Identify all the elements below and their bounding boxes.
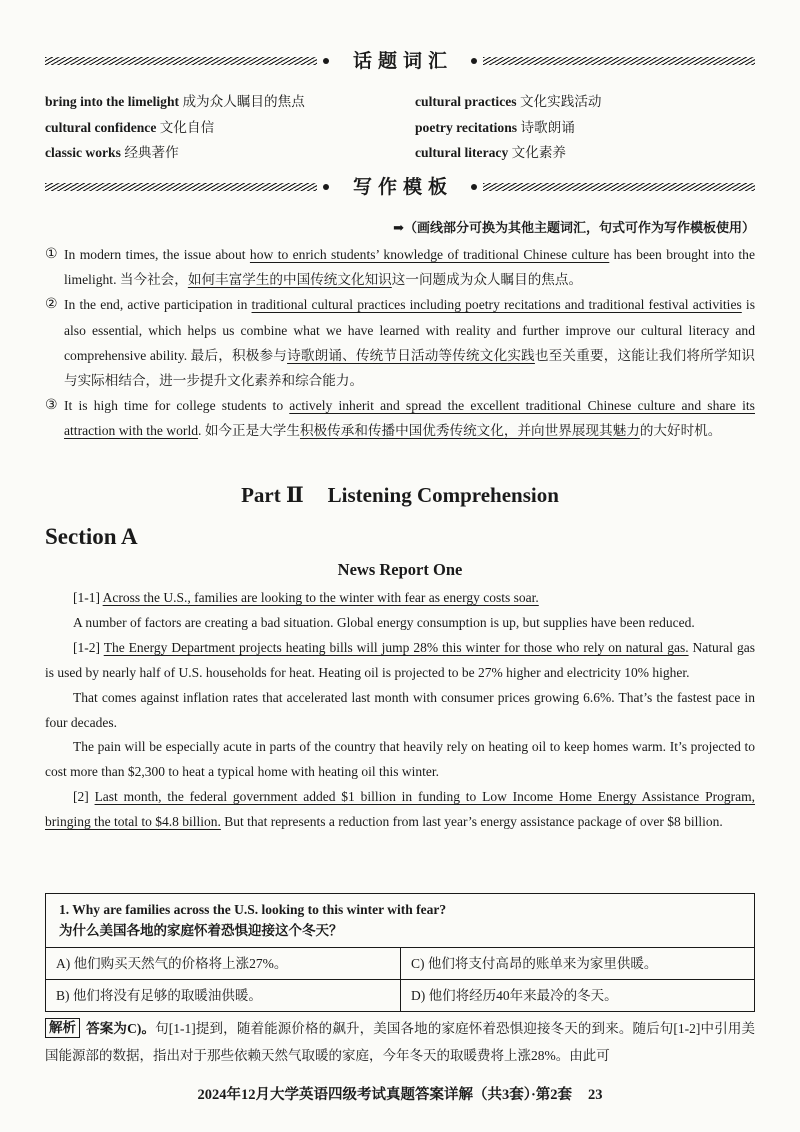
option-text: 他们将支付高昂的账单来为家里供暖。 [427, 956, 658, 971]
vocab-term-zh: 成为众人瞩目的焦点 [182, 94, 305, 109]
passage-paragraph [45, 686, 755, 736]
vocab-term-zh: 经典著作 [124, 145, 179, 160]
passage-paragraph [45, 785, 755, 835]
option-letter: A) [56, 956, 71, 971]
page-number: 23 [588, 1087, 603, 1103]
text-segment: . 如今正是大学生 [198, 423, 300, 439]
template-text [64, 398, 755, 438]
explanation-tag: 解析 [45, 1018, 80, 1038]
hatch-rule-left [45, 57, 317, 65]
underlined-text: Last month, the federal government added $1 billion in funding to Low Income Home Energy Assistance Program, bringing the total to $4.8 billion. [45, 789, 755, 830]
vocab-item [415, 140, 755, 166]
passage-paragraph [45, 636, 755, 686]
hatch-rule-left [45, 183, 317, 191]
bullet-dot [323, 58, 329, 64]
option-text: 他们将经历40年来最冷的冬天。 [428, 988, 618, 1003]
option-d [400, 980, 754, 1011]
banner-title: 话题词汇 [353, 50, 454, 72]
template-number: ③ [45, 397, 58, 414]
options-row [46, 979, 754, 1011]
underlined-text: actively inherit and spread the excellent traditional Chinese culture and share its attraction with the world [64, 398, 755, 439]
vocab-column-right [415, 89, 755, 166]
footer-title: 2024年12月大学英语四级考试真题答案详解（共3套）·第2套 [197, 1087, 573, 1103]
text-segment: That comes against inflation rates that accelerated last month with consumer prices growing 6.6%. That’s the fastest pace in four decades. [45, 689, 755, 730]
underlined-text: The Energy Department projects heating bills will jump 28% this winter for those who rely on natural gas. [103, 639, 689, 655]
text-segment: 这一问题成为众人瞩目的焦点。 [391, 272, 583, 288]
explanation-answer: 答案为C)。 [86, 1021, 156, 1036]
part-name: Listening Comprehension [327, 483, 559, 507]
bullet-dot [471, 58, 477, 64]
option-text: 他们购买天然气的价格将上涨27%。 [73, 956, 288, 971]
part-label: Part Ⅱ [241, 483, 304, 507]
news-report-title: News Report One [337, 560, 463, 579]
underlined-text: 如何丰富学生的中国传统文化知识 [187, 272, 392, 288]
vocab-term-en: cultural practices [415, 94, 517, 109]
underlined-text: traditional cultural practices including poetry recitations and traditional festival activities [251, 297, 742, 313]
news-report-passage [45, 586, 755, 835]
vocab-term-en: cultural literacy [415, 145, 509, 160]
vocab-item [45, 140, 415, 166]
option-letter: B) [56, 988, 70, 1003]
passage-paragraph [45, 735, 755, 785]
template-sentence [45, 242, 755, 292]
text-segment: has been brought into the limelight. 当今社会， [64, 247, 755, 288]
question-header [46, 894, 754, 948]
template-usage-note: ➡（画线部分可换为其他主题词汇，句式可作为写作模板使用） [393, 220, 755, 235]
vocab-item [415, 89, 755, 115]
underlined-text: 积极传承和传播中国优秀传统文化，并向世界展现其魅力 [299, 423, 640, 439]
vocab-term-zh: 文化自信 [159, 119, 215, 135]
passage-paragraph [45, 586, 755, 611]
bullet-dot [323, 184, 329, 190]
topic-vocab-list [45, 89, 755, 166]
vocab-term-zh: 文化实践活动 [519, 94, 602, 109]
writing-template-banner [45, 174, 755, 200]
text-segment: [1-2] [73, 639, 104, 655]
vocab-term-zh: 诗歌朗诵 [520, 119, 575, 135]
vocab-term-zh: 文化素养 [511, 145, 567, 160]
bullet-dot [471, 184, 477, 190]
text-segment: [1-1] [73, 590, 103, 605]
writing-template-list [45, 242, 755, 444]
option-text: 他们将没有足够的取暖油供暖。 [72, 988, 262, 1003]
text-segment: 的大好时机。 [639, 423, 722, 439]
template-text [64, 297, 755, 388]
question-text-zh: 为什么美国各地的家庭怀着恐惧迎接这个冬天？ [59, 923, 343, 938]
option-letter: C) [411, 956, 425, 971]
underlined-text: how to enrich students’ knowledge of traditional Chinese culture [249, 247, 610, 262]
hatch-rule-right [483, 183, 755, 191]
passage-paragraph [45, 611, 755, 636]
option-letter: D) [411, 988, 426, 1003]
topic-vocab-banner [45, 48, 755, 74]
vocab-item [415, 115, 755, 141]
vocab-term-en: cultural confidence [45, 119, 157, 135]
part-title [45, 480, 755, 510]
underlined-text: 诗歌朗诵、传统节日活动等传统文化实践 [287, 347, 535, 363]
text-segment: is also essential, which helps us combine what we have learned with reality and further improve our cultural literacy and comprehensive ability. 最后，积极参与 [64, 297, 755, 363]
options-row [46, 948, 754, 979]
text-segment: In modern times, the issue about [64, 247, 250, 262]
option-c [400, 948, 754, 979]
vocab-item [45, 115, 415, 141]
template-number: ① [45, 246, 58, 262]
explanation-text: 句[1-1]提到，随着能源价格的飙升，美国各地的家庭怀着恐惧迎接冬天的到来。随后句[1-2]中引用美国能源部的数据，指出对于那些依赖天然气取暖的家庭，今年冬天的取暖费将上涨28%。由此可 [45, 1021, 755, 1063]
vocab-term-en: bring into the limelight [45, 94, 180, 109]
vocab-column-left [45, 89, 415, 166]
section-title: Section A [45, 524, 138, 549]
template-sentence [45, 393, 755, 443]
text-segment: The pain will be especially acute in parts of the country that heavily rely on heating oil to keep homes warm. It’s projected to cost more than $2,300 to heat a typical home with heating oil this winter. [45, 739, 755, 780]
template-number: ② [45, 296, 58, 313]
question-box [45, 893, 755, 1012]
text-segment: In the end, active participation in [64, 297, 252, 313]
question-text-en: 1. Why are families across the U.S. looking to this winter with fear? [59, 902, 447, 917]
page-footer [45, 1083, 755, 1107]
text-segment: 也至关重要，这能让我们将所学知识与实际相结合，进一步提升文化素养和综合能力。 [64, 347, 756, 389]
text-segment: It is high time for college students to [64, 398, 290, 414]
template-sentence [45, 292, 755, 393]
answer-explanation [45, 1015, 755, 1069]
underlined-text: Across the U.S., families are looking to the winter with fear as energy costs soar. [102, 590, 539, 605]
text-segment: A number of factors are creating a bad situation. Global energy consumption is up, but supplies have been reduced. [73, 614, 695, 630]
hatch-rule-right [483, 57, 755, 65]
text-segment: [2] [73, 789, 95, 805]
template-text [64, 247, 755, 287]
vocab-term-en: poetry recitations [415, 119, 518, 135]
banner-title: 写作模板 [353, 176, 454, 198]
vocab-item [45, 89, 415, 115]
text-segment: Natural gas is used by nearly half of U.S. households for heat. Heating oil is projected to be 27% higher and electricity 10% higher. [45, 639, 755, 680]
option-b [46, 980, 400, 1011]
text-segment: But that represents a reduction from last year’s energy assistance package of over $8 billion. [220, 814, 723, 830]
vocab-term-en: classic works [45, 145, 121, 160]
option-a [46, 948, 400, 979]
